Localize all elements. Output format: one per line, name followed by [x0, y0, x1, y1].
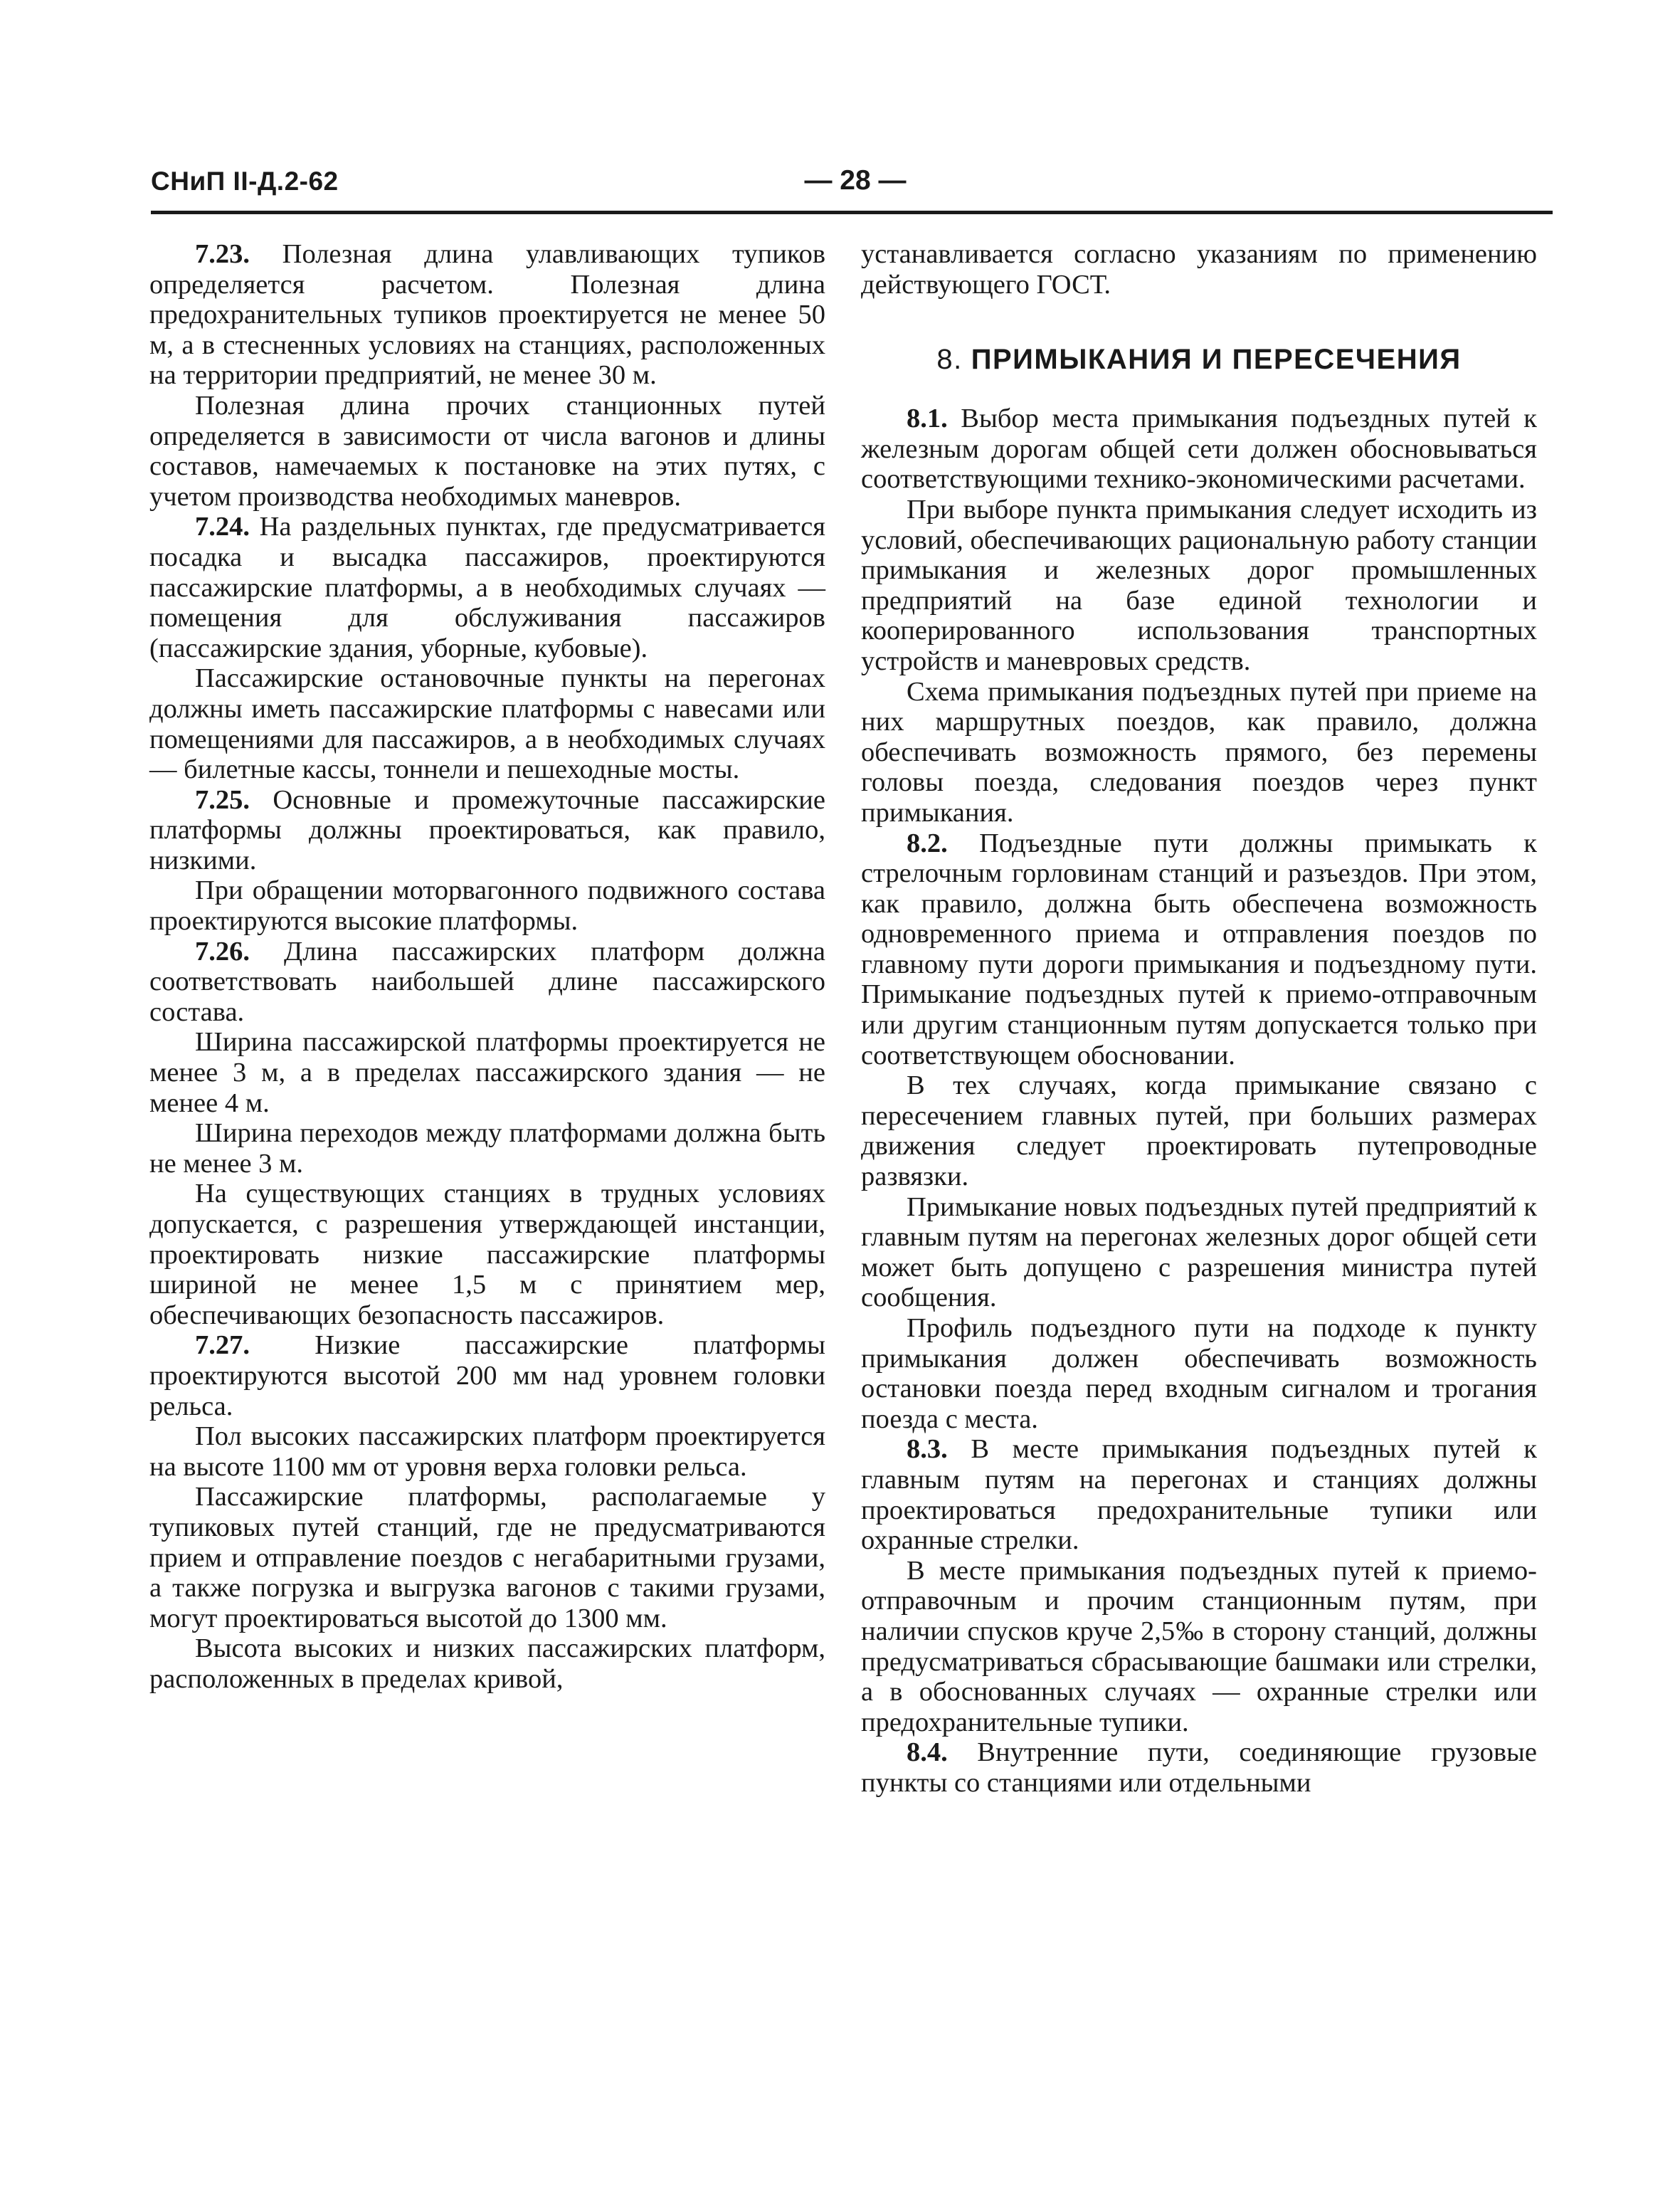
paragraph — [861, 677, 1537, 828]
paragraph — [149, 875, 825, 936]
paragraph — [149, 391, 825, 512]
page-number: — 28 — — [804, 165, 907, 196]
paragraph-text: В тех случаях, когда примыкание связано с пересечением главных путей, при больших размерах движения следует проектировать путепроводные развязки. — [861, 1070, 1537, 1192]
page-header — [151, 167, 1553, 209]
section-number: 8. — [936, 344, 963, 376]
paragraph-text: Профиль подъездного пути на подходе к пункту примыкания должен обеспечивать возможность остановки поезда перед входным сигналом и трогания поезда с места. — [861, 1313, 1537, 1434]
paragraph — [149, 1482, 825, 1633]
paragraph — [861, 1192, 1537, 1313]
paragraph-text: Ширина переходов между платформами должна быть не менее 3 м. — [149, 1118, 825, 1179]
right-column — [861, 239, 1537, 1799]
paragraph — [149, 1421, 825, 1482]
paragraph-text: Пол высоких пассажирских платформ проектируется на высоте 1100 мм от уровня верха головки рельса. — [149, 1421, 825, 1482]
paragraph-text: Примыкание новых подъездных путей предприятий к главным путям на перегонах железных дорог общей сети может быть допущено с разрешения министра путей сообщения. — [861, 1191, 1537, 1313]
paragraph-7-27 — [149, 1330, 825, 1421]
clause-number: 7.27. — [195, 1330, 250, 1361]
paragraph-8-1 — [861, 404, 1537, 495]
paragraph — [861, 1556, 1537, 1738]
paragraph-text: В месте примыкания подъездных путей к главным путям на перегонах и станциях должны проектироваться предохранительные тупики или охранные стрелки. — [861, 1434, 1537, 1556]
paragraph-text: Схема примыкания подъездных путей при приеме на них маршрутных поездов, как правило, должна обеспечивать возможность прямого, без перемены головы поезда, следования поездов через пункт примыкания. — [861, 676, 1537, 828]
paragraph-7-26 — [149, 937, 825, 1028]
paragraph-text: Высота высоких и низких пассажирских платформ, расположенных в пределах кривой, — [149, 1633, 825, 1694]
paragraph-text: Низкие пассажирские платформы проектируются высотой 200 мм над уровнем головки рельса. — [149, 1330, 825, 1421]
section-heading — [861, 342, 1537, 377]
paragraph-text: На раздельных пунктах, где предусматривается посадка и высадка пассажиров, проектируются пассажирские платформы, а в необходимых случаях — помещения для обслуживания пассажиров (пассажирские здания, уборные, кубовые). — [149, 512, 826, 663]
paragraph-text: Ширина пассажирской платформы проектируется не менее 3 м, а в пределах пассажирского здания — не менее 4 м. — [149, 1027, 825, 1118]
paragraph-text: Пассажирские остановочные пункты на перегонах должны иметь пассажирские платформы с навесами или помещениями для пассажиров, а в необходимых случаях — билетные кассы, тоннели и пешеходные мосты. — [149, 663, 825, 785]
paragraph-8-4 — [861, 1737, 1537, 1798]
paragraph — [149, 663, 825, 784]
paragraph — [149, 1118, 825, 1179]
paragraph-text: На существующих станциях в трудных условиях допускается, с разрешения утверждающей инстанции, проектировать низкие пассажирские платформы шириной не менее 1,5 м с принятием мер, обеспечивающих безопасность пассажиров. — [149, 1179, 825, 1330]
clause-number: 8.1. — [907, 404, 948, 434]
paragraph-text: Основные и промежуточные пассажирские платформы должны проектироваться, как правило, низкими. — [149, 784, 825, 875]
clause-number: 7.26. — [195, 936, 250, 967]
clause-number: 7.23. — [195, 239, 250, 269]
paragraph-text: Полезная длина улавливающих тупиков определяется расчетом. Полезная длина предохранительных тупиков проектируется не менее 50 м, а в стесненных условиях на станциях, расположенных на территории предприятий, не менее 30 м. — [149, 239, 826, 391]
continued-paragraph: устанавливается согласно указаниям по применению действующего ГОСТ. — [861, 239, 1537, 300]
paragraph — [861, 495, 1537, 677]
paragraph-text: Выбор места примыкания подъездных путей к железным дорогам общей сети должен обосновываться соответствующими технико-экономическими расчетами. — [861, 404, 1538, 495]
section-title-text: ПРИМЫКАНИЯ И ПЕРЕСЕЧЕНИЯ — [971, 344, 1462, 376]
paragraph — [149, 1633, 825, 1694]
paragraph-7-23 — [149, 239, 825, 391]
paragraph-text: При обращении моторвагонного подвижного состава проектируются высокие платформы. — [149, 875, 825, 937]
header-rule — [151, 211, 1553, 214]
paragraph-text: При выборе пункта примыкания следует исходить из условий, обеспечивающих рациональную работу станции примыкания и железных дорог промышленных предприятий на базе единой технологии и кооперированного использования транспортных устройств и маневровых средств. — [861, 494, 1537, 676]
paragraph — [149, 1027, 825, 1118]
clause-number: 8.3. — [907, 1434, 948, 1465]
paragraph — [149, 1179, 825, 1330]
paragraph-7-24 — [149, 512, 825, 663]
paragraph-8-2 — [861, 828, 1537, 1071]
paragraph-text: В месте примыкания подъездных путей к приемо-отправочным и прочим станционным путям, при наличии спусков круче 2,5‰ в сторону станций, должны предусматриваться сбрасывающие башмаки или стрелки, а в обоснованных случаях — охранные стрелки или предохранительные тупики. — [861, 1555, 1537, 1737]
paragraph-text: Подъездные пути должны примыкать к стрелочным горловинам станций и разъездов. При этом, как правило, должна быть обеспечена возможность одновременного приема и отправления поездов по главному пути дороги примыкания и подъездному пути. Примыкание подъездных путей к приемо-отправочным или другим станционным путям допускается только при соответствующем обосновании. — [861, 828, 1538, 1070]
paragraph-8-3 — [861, 1434, 1537, 1555]
paragraph — [861, 1070, 1537, 1191]
clause-number: 7.25. — [195, 784, 250, 815]
paragraph-text: Длина пассажирских платформ должна соответствовать наибольшей длине пассажирского состава. — [149, 936, 826, 1027]
left-column — [149, 239, 825, 1695]
paragraph-7-25 — [149, 785, 825, 876]
clause-number: 7.24. — [195, 512, 250, 542]
paragraph-text: Пассажирские платформы, располагаемые у тупиковых путей станций, где не предусматриваются прием и отправление поездов с негабаритными грузами, а также погрузка и выгрузка вагонов с такими грузами, могут проектироваться высотой до 1300 мм. — [149, 1482, 825, 1633]
clause-number: 8.4. — [907, 1737, 948, 1768]
paragraph-text: Полезная длина прочих станционных путей определяется в зависимости от числа вагонов и длины составов, намечаемых к постановке на этих путях, с учетом производства необходимых маневров. — [149, 390, 825, 512]
paragraph-text: Внутренние пути, соединяющие грузовые пункты со станциями или отдельными — [861, 1737, 1537, 1798]
clause-number: 8.2. — [907, 828, 948, 858]
document-code: СНиП II-Д.2-62 — [151, 167, 339, 196]
paragraph — [861, 1313, 1537, 1434]
